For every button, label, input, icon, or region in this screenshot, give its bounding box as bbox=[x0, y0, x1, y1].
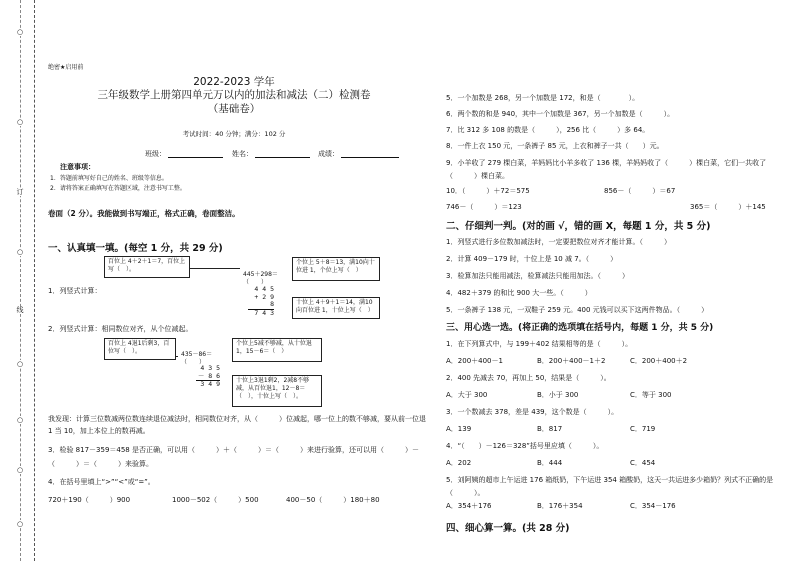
choice-option[interactable]: C．454 bbox=[630, 459, 656, 467]
compare-item: 400－50（ ）180＋80 bbox=[286, 496, 380, 504]
exam-subtitle: （基础卷） bbox=[207, 103, 261, 115]
binding-mark: ○ bbox=[13, 248, 27, 256]
section-title: 三、用心选一选。(将正确的选项填在括号内，每题 1 分，共 5 分) bbox=[446, 323, 714, 333]
hint-box: 百位上 4＋2＋1＝7，百位上写（ ）。 bbox=[104, 256, 190, 278]
note-item: 1．答题前填写好自己的姓名、班级等信息。 bbox=[50, 175, 168, 182]
class-field[interactable] bbox=[168, 157, 223, 158]
choice-option[interactable]: A．139 bbox=[446, 425, 472, 433]
binding-mark: ○ bbox=[13, 520, 27, 528]
choice-question: 4．“（ ）－126＝328”括号里应填（ ）。 bbox=[446, 442, 604, 450]
choice-option[interactable]: B．444 bbox=[537, 459, 563, 467]
choice-question: 2．400 先减去 70，再加上 50，结果是（ ）。 bbox=[446, 374, 611, 382]
note-item: 2．请将答案正确填写在答题区域，注意书写工整。 bbox=[50, 185, 186, 192]
neatness-note: 卷面（2 分）。我能做到书写端正，格式正确，卷面整洁。 bbox=[48, 209, 240, 218]
binding-line-inner bbox=[20, 0, 21, 561]
question: 6．两个数的和是 940，其中一个加数是 367，另一个加数是（ ）。 bbox=[446, 110, 675, 118]
choice-option[interactable]: A．354＋176 bbox=[446, 502, 492, 510]
compare-item: 720＋190（ ）900 bbox=[48, 496, 131, 504]
hint-box: 个位上 5＋8＝13，满10向十位进 1，个位上写（ ） bbox=[292, 257, 380, 281]
choice-option[interactable]: A．大于 300 bbox=[446, 391, 488, 399]
question: 2．列竖式计算：相同数位对齐，从个位减起。 bbox=[48, 325, 193, 333]
calc-row: + 2 9 8 bbox=[248, 294, 274, 310]
expression: 435－86＝（ ） bbox=[178, 350, 234, 362]
calc-row: 3 4 9 bbox=[200, 380, 220, 388]
binding-mark: 订 bbox=[13, 188, 27, 196]
choice-option[interactable]: B．176＋354 bbox=[537, 502, 583, 510]
choice-option[interactable]: A．200＋400－1 bbox=[446, 357, 503, 365]
binding-mark: ○ bbox=[13, 416, 27, 424]
choice-question: 5．刘阿姨的超市上午运进 176 箱纸奶，下午运进 354 箱酸奶，这天一共运进多少箱奶？列式不正确的是（ ）。 bbox=[446, 476, 774, 497]
binding-mark: ○ bbox=[13, 118, 27, 126]
choice-question: 1．在下列算式中，与 199＋402 结果相等的是（ ）。 bbox=[446, 340, 633, 348]
equation-item: 856－（ ）＝67 bbox=[604, 187, 676, 195]
vertical-calc bbox=[248, 286, 274, 317]
binding-mark: ○ bbox=[13, 360, 27, 368]
choice-option[interactable]: C．等于 300 bbox=[630, 391, 672, 399]
hint-box: 个位上5减不够减，从十位退1，15－6＝（ ） bbox=[232, 338, 322, 362]
hint-box: 百位上 4退1后剩3，百位写（ ）。 bbox=[104, 338, 176, 360]
calc-row: 7 4 3 bbox=[254, 308, 274, 317]
question: 3．检验 817－359＝458 是否正确，可以用（ ）＋（ ）＝（ ）来进行验算，还可以用（ ）－（ ）＝（ ）来验算。 bbox=[48, 446, 419, 468]
question: 8．一件上衣 150 元，一条裤子 85 元，上衣和裤子一共（ ）元。 bbox=[446, 142, 664, 150]
exam-year: 2022-2023 学年 bbox=[193, 76, 275, 88]
compare-item: 1000－502（ ）500 bbox=[172, 496, 259, 504]
section-title: 二、仔细判一判。(对的画 √，错的画 X，每题 1 分，共 5 分) bbox=[446, 221, 711, 232]
judge-item: 4．482＋379 的和比 900 大一些。（ ） bbox=[446, 289, 592, 297]
arrow-line bbox=[190, 268, 240, 269]
calc-row: － 8 6 bbox=[197, 371, 220, 380]
binding-line-outer bbox=[34, 0, 35, 561]
judge-item: 2．计算 409－179 时，十位上是 10 减 7。（ ） bbox=[446, 255, 618, 263]
class-label: 班级： bbox=[145, 150, 166, 158]
judge-item: 3．检算加法只能用减法，检算减法只能用加法。（ ） bbox=[446, 272, 629, 280]
question: 1．列竖式计算： bbox=[48, 287, 102, 295]
choice-option[interactable]: B．小于 300 bbox=[537, 391, 579, 399]
binding-mark: ○ bbox=[13, 466, 27, 474]
judge-item: 1．列竖式进行多位数加减法时，一定要把数位对齐才能计算。（ ） bbox=[446, 238, 671, 246]
name-label: 姓名： bbox=[232, 150, 253, 158]
question: 5．一个加数是 268，另一个加数是 172，和是（ ）。 bbox=[446, 94, 640, 102]
exam-info: 考试时间：40 分钟；满分：102 分 bbox=[182, 130, 286, 138]
calc-row: 4 3 5 bbox=[200, 364, 220, 372]
hint-box: 十位上 4＋9＋1＝14，满10向百位进 1，十位上写（ ） bbox=[292, 297, 380, 319]
binding-margin bbox=[0, 0, 40, 561]
binding-mark: 线 bbox=[13, 306, 27, 314]
secret-label: 绝密★启用前 bbox=[48, 64, 84, 71]
choice-option[interactable]: C．354－176 bbox=[630, 502, 676, 510]
hint-box: 十位上3退1剩2，2减8不够减，从百位退1，12－8＝（ ），十位上写（ ）。 bbox=[232, 375, 322, 407]
choice-option[interactable]: C．719 bbox=[630, 425, 656, 433]
binding-mark: ○ bbox=[13, 28, 27, 36]
exam-title: 三年级数学上册第四单元万以内的加法和减法（二）检测卷 bbox=[97, 89, 371, 101]
name-field[interactable] bbox=[255, 157, 310, 158]
section-title: 四、细心算一算。(共 28 分) bbox=[446, 523, 570, 534]
choice-question: 3．一个数减去 378，差是 439，这个数是（ ）。 bbox=[446, 408, 619, 416]
question: 9．小羊收了 279 棵白菜，羊妈妈比小羊多收了 136 棵，羊妈妈收了（ ）棵白菜，它们一共收了（ ）棵白菜。 bbox=[446, 159, 767, 180]
notes-title: 注意事项： bbox=[60, 163, 95, 171]
choice-option[interactable]: B．817 bbox=[537, 425, 563, 433]
score-label: 成绩： bbox=[318, 150, 339, 158]
question: 7．比 312 多 108 的数是（ ），256 比（ ）多 64。 bbox=[446, 126, 650, 134]
equation-item: 365＝（ ）＋145 bbox=[690, 203, 766, 211]
choice-option[interactable]: C．200＋400＋2 bbox=[630, 357, 688, 365]
question: 我发现：计算三位数减两位数连续退位减法时，相同数位对齐，从（ ）位减起，哪一位上的数不够减，要从前一位退 1 当 10，加上本位上的数再减。 bbox=[48, 415, 426, 435]
choice-option[interactable]: B．200＋400－1＋2 bbox=[537, 357, 606, 365]
calc-row: 4 4 5 bbox=[254, 285, 274, 293]
equation-item: 746－（ ）＝123 bbox=[446, 203, 522, 211]
judge-item: 5．一条裤子 138 元，一双鞋子 259 元。400 元钱可以买下这两件物品。（ ） bbox=[446, 306, 709, 314]
score-field[interactable] bbox=[341, 157, 399, 158]
question: 4．在括号里填上“>”“<”或“=”。 bbox=[48, 478, 155, 486]
vertical-calc bbox=[196, 365, 220, 389]
expression: 445＋298＝（ ） bbox=[240, 270, 292, 286]
equation-item: 10．（ ）＋72＝575 bbox=[446, 187, 530, 195]
section-title: 一、认真填一填。(每空 1 分，共 29 分) bbox=[48, 243, 223, 254]
choice-option[interactable]: A．202 bbox=[446, 459, 472, 467]
